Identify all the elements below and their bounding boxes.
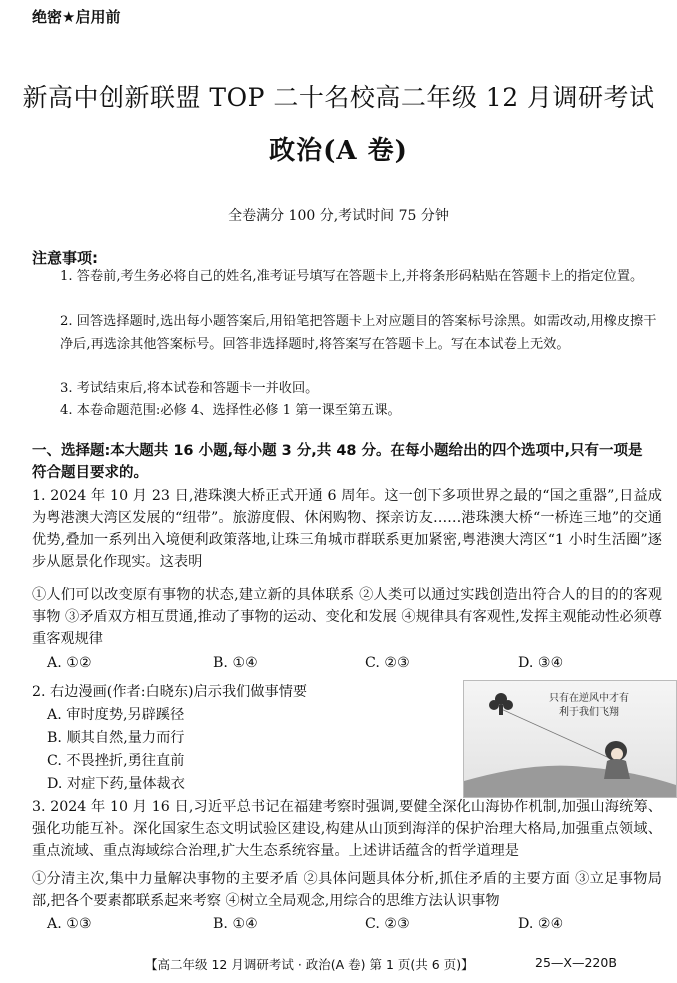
hill-shape: [464, 766, 676, 797]
question-1-option-c: C. ②③: [365, 655, 410, 671]
section-heading: 一、选择题:本大题共 16 小题,每小题 3 分,共 48 分。在每小题给出的四个选项中,只有一项是符合题目要求的。: [32, 443, 643, 481]
person-icon: [604, 741, 630, 779]
question-1-option-b: B. ①④: [213, 655, 258, 671]
question-1-option-d: D. ③④: [518, 655, 564, 671]
question-3-option-a: A. ①③: [47, 916, 92, 932]
question-2-option-b: B. 顺其自然,量力而行: [47, 730, 185, 746]
subject-title: 政治(A 卷): [269, 136, 408, 166]
note-item: 3. 考试结束后,将本试卷和答题卡一并收回。: [60, 381, 319, 396]
question-2-option-c: C. 不畏挫折,勇往直前: [47, 753, 185, 769]
question-3-option-c: C. ②③: [365, 916, 410, 932]
question-2-option-d: D. 对症下药,量体裁衣: [47, 776, 185, 792]
question-1-option-a: A. ①②: [47, 655, 92, 671]
page-footer: 【高二年级 12 月调研考试 · 政治(A 卷) 第 1 页(共 6 页)】: [145, 957, 474, 972]
cartoon-image: [463, 680, 677, 798]
paper-code: 25—X—220B: [535, 955, 617, 970]
question-2-stem: 2. 右边漫画(作者:白晓东)启示我们做事情要: [32, 684, 308, 700]
question-1-stem: 1. 2024 年 10 月 23 日,港珠澳大桥正式开通 6 周年。这一创下多项世界之最的“国之重器”,日益成为粤港澳大湾区发展的“纽带”。旅游度假、休闲购物、探亲访友……港珠澳大桥“一桥连三地”的交通优势,叠加一系列出入境便利政策落地,让珠三角城市群联系更加紧密,粤港澳大湾区“1 小时生活圈”逐步从愿景化作现实。这表明: [32, 488, 662, 570]
note-item: 2. 回答选择题时,选出每小题答案后,用铅笔把答题卡上对应题目的答案标号涂黑。如需改动,用橡皮擦干净后,再选涂其他答案标号。回答非选择题时,将答案写在答题卡上。写在本试卷上无效。: [60, 314, 657, 352]
kite-icon: [489, 693, 513, 715]
confidential-mark: 绝密★启用前: [32, 8, 121, 26]
question-2-option-a: A. 审时度势,另辟蹊径: [47, 707, 185, 723]
question-3-statements: ①分清主次,集中力量解决事物的主要矛盾 ②具体问题具体分析,抓住矛盾的主要方面 ③立足事物局部,把各个要素都联系起来考察 ④树立全局观念,用综合的思维方法认识事物: [32, 871, 662, 909]
notes-heading: 注意事项:: [32, 249, 98, 267]
question-1-statements: ①人们可以改变原有事物的状态,建立新的具体联系 ②人类可以通过实践创造出符合人的目的的客观事物 ③矛盾双方相互贯通,推动了事物的运动、变化和发展 ④规律具有客观性,发挥主观能动性必须尊重客观规律: [32, 587, 662, 647]
question-3-option-b: B. ①④: [213, 916, 258, 932]
exam-info: 全卷满分 100 分,考试时间 75 分钟: [228, 208, 449, 224]
question-3-option-d: D. ②④: [518, 916, 564, 932]
exam-title: 新高中创新联盟 TOP 二十名校高二年级 12 月调研考试: [22, 83, 655, 112]
cartoon-caption-2: 利于我们飞翔: [559, 707, 619, 718]
note-item: 4. 本卷命题范围:必修 4、选择性必修 1 第一课至第五课。: [60, 403, 401, 418]
cartoon-drawing: [464, 681, 676, 797]
cartoon-caption-1: 只有在逆风中才有: [549, 693, 629, 704]
note-item: 1. 答卷前,考生务必将自己的姓名,准考证号填写在答题卡上,并将条形码粘贴在答题卡上的指定位置。: [60, 269, 644, 284]
question-3-stem: 3. 2024 年 10 月 16 日,习近平总书记在福建考察时强调,要健全深化山海协作机制,加强山海统筹、强化功能互补。深化国家生态文明试验区建设,构建从山顶到海洋的保护治理大格局,加强重点领域、重点流域、重点海域综合治理,扩大生态系统容量。上述讲话蕴含的哲学道理是: [32, 799, 662, 859]
